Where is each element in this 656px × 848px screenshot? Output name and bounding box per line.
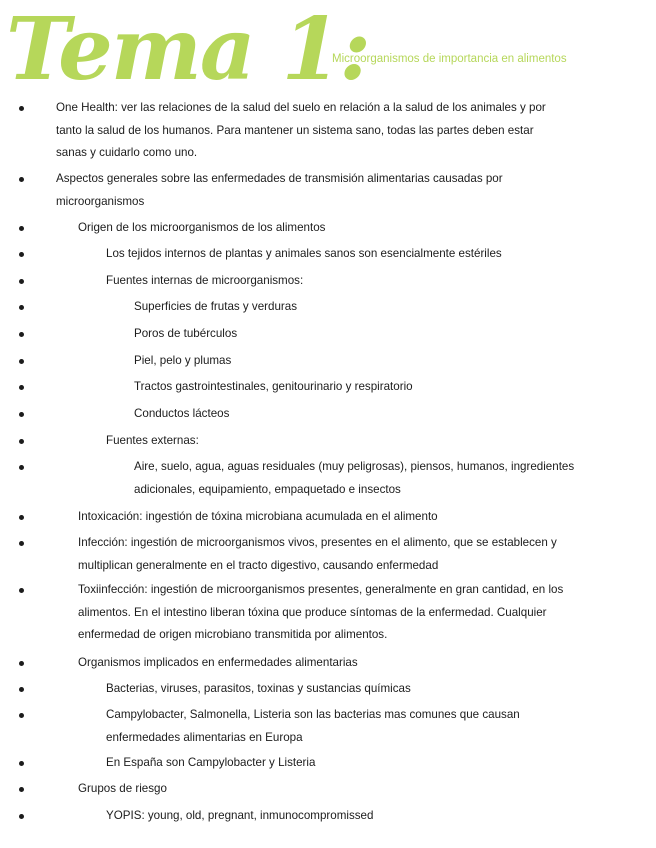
list-item-line: En España son Campylobacter y Listeria bbox=[106, 756, 316, 769]
list-item-text bbox=[106, 243, 502, 266]
title-colon: : bbox=[339, 0, 370, 100]
list-item-text bbox=[78, 652, 358, 675]
bullet-icon bbox=[19, 412, 24, 417]
list-item-line: Origen de los microorganismos de los alimentos bbox=[78, 221, 326, 234]
list-item-line: Piel, pelo y plumas bbox=[134, 354, 232, 367]
list-item-line: Aspectos generales sobre las enfermedades de transmisión alimentarias causadas por bbox=[56, 172, 503, 185]
list-item-line: Grupos de riesgo bbox=[78, 782, 167, 795]
list-item-line: Superficies de frutas y verduras bbox=[134, 300, 298, 313]
list-item-line: alimentos. En el intestino liberan tóxina que produce síntomas de la enfermedad. Cualquier bbox=[78, 605, 547, 619]
list-item-text bbox=[78, 778, 167, 801]
bullet-icon bbox=[19, 439, 24, 444]
bullet-icon bbox=[19, 814, 24, 819]
list-item-text bbox=[106, 752, 315, 775]
list-item-line: adicionales, equipamiento, empaquetado e insectos bbox=[134, 482, 401, 496]
list-item-line: Campylobacter, Salmonella, Listeria son las bacterias mas comunes que causan bbox=[106, 708, 520, 721]
bullet-icon bbox=[19, 385, 24, 390]
list-item-text bbox=[134, 376, 413, 399]
list-item-line: Fuentes externas: bbox=[106, 434, 199, 447]
bullet-icon bbox=[19, 106, 24, 111]
list-item-text bbox=[78, 217, 325, 240]
bullet-icon bbox=[19, 252, 24, 257]
list-item-text bbox=[134, 350, 231, 373]
list-item-line: Organismos implicados en enfermedades alimentarias bbox=[78, 656, 358, 669]
list-item-line: Bacterias, viruses, parasitos, toxinas y sustancias químicas bbox=[106, 682, 411, 695]
list-item-line: Intoxicación: ingestión de tóxina microbiana acumulada en el alimento bbox=[78, 510, 438, 523]
bullet-icon bbox=[19, 761, 24, 766]
list-item-text bbox=[134, 296, 297, 319]
bullet-icon bbox=[19, 305, 24, 310]
list-item-text bbox=[56, 168, 503, 213]
page-title bbox=[6, 2, 369, 98]
list-item-text bbox=[106, 430, 199, 453]
list-item-text bbox=[78, 532, 557, 577]
title-text: Tema 1 bbox=[6, 0, 340, 100]
list-item-text bbox=[106, 678, 411, 701]
list-item-text bbox=[134, 456, 574, 501]
list-item-line: Poros de tubérculos bbox=[134, 327, 238, 340]
list-item-text bbox=[78, 579, 563, 647]
bullet-icon bbox=[19, 713, 24, 718]
page-subtitle: Microorganismos de importancia en alimentos bbox=[332, 53, 567, 65]
list-item-line: enfermedades alimentarias en Europa bbox=[106, 730, 303, 744]
list-item-line: Toxiinfección: ingestión de microorganismos presentes, generalmente en gran cantidad, en los bbox=[78, 583, 564, 596]
bullet-icon bbox=[19, 279, 24, 284]
list-item-line: One Health: ver las relaciones de la salud del suelo en relación a la salud de los animales y por bbox=[56, 101, 546, 114]
list-item-text bbox=[56, 97, 546, 165]
list-item-text bbox=[106, 805, 373, 828]
list-item-line: Conductos lácteos bbox=[134, 407, 230, 420]
bullet-icon bbox=[19, 515, 24, 520]
list-item-text bbox=[106, 270, 303, 293]
list-item-text bbox=[134, 403, 229, 426]
list-item-text bbox=[106, 704, 520, 749]
title-block bbox=[6, 2, 646, 98]
list-item-text bbox=[134, 323, 237, 346]
list-item-line: Los tejidos internos de plantas y animales sanos son esencialmente estériles bbox=[106, 247, 502, 260]
list-item-line: multiplican generalmente en el tracto digestivo, causando enfermedad bbox=[78, 558, 439, 572]
bullet-icon bbox=[19, 226, 24, 231]
bullet-icon bbox=[19, 687, 24, 692]
list-item-line: tanto la salud de los humanos. Para mantener un sistema sano, todas las partes deben estar bbox=[56, 123, 534, 137]
bullet-icon bbox=[19, 541, 24, 546]
list-item-line: Tractos gastrointestinales, genitourinario y respiratorio bbox=[134, 380, 413, 393]
list-item-line: YOPIS: young, old, pregnant, inmunocompromissed bbox=[106, 809, 374, 822]
bullet-icon bbox=[19, 588, 24, 593]
list-item-line: sanas y cuidarlo como uno. bbox=[56, 146, 198, 159]
bullet-icon bbox=[19, 465, 24, 470]
list-item-line: Aire, suelo, agua, aguas residuales (muy peligrosas), piensos, humanos, ingredientes bbox=[134, 460, 575, 473]
bullet-icon bbox=[19, 177, 24, 182]
bullet-icon bbox=[19, 661, 24, 666]
list-item-line: Infección: ingestión de microorganismos vivos, presentes en el alimento, que se establecen y bbox=[78, 536, 557, 549]
list-item-line: Fuentes internas de microorganismos: bbox=[106, 274, 304, 287]
list-item-line: microorganismos bbox=[56, 194, 145, 208]
list-item-line: enfermedad de origen microbiano transmitida por alimentos. bbox=[78, 628, 388, 641]
bullet-icon bbox=[19, 332, 24, 337]
bullet-icon bbox=[19, 787, 24, 792]
bullet-icon bbox=[19, 359, 24, 364]
list-item-text bbox=[78, 506, 438, 529]
